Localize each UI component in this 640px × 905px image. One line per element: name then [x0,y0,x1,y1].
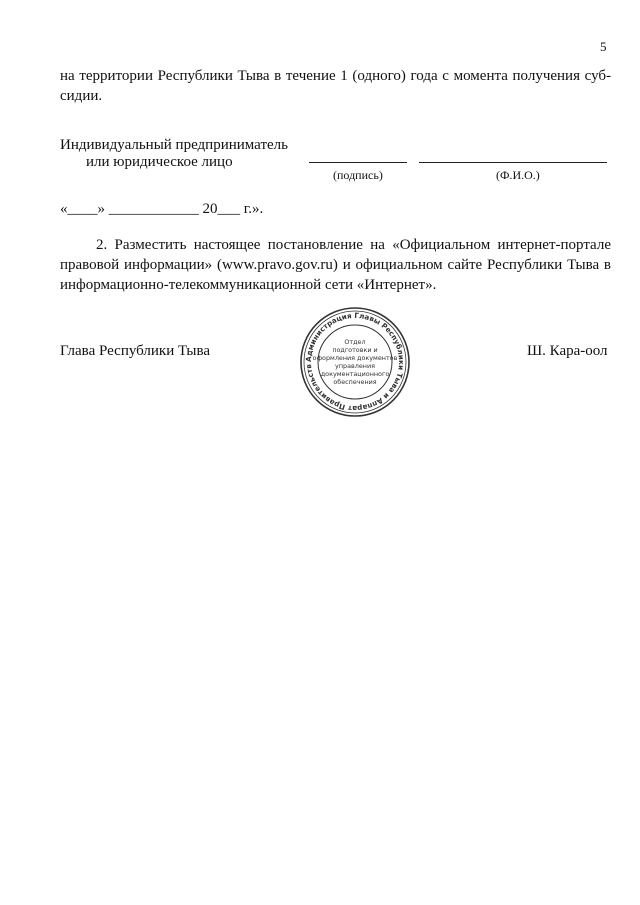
signature-caption: (подпись) [333,168,383,182]
clause2-line-2: правовой информации» (www.pravo.gov.ru) и официальном сайте Республики Тыва в [60,257,611,273]
stamp-center-line: документационного [320,370,390,378]
signatory-name: Ш. Кара-оол [527,343,608,359]
intro-line-2: сидии. [60,88,103,104]
stamp-seal-icon [299,306,411,418]
entrepreneur-label: Индивидуальный предприниматель [60,137,288,153]
legal-entity-label: или юридическое лицо [86,154,233,170]
stamp-center-line: обеспечения [333,378,377,386]
stamp-center-line: подготовки и [332,346,378,354]
name-line [419,162,607,163]
stamp-ring-text: Администрация Главы Республики Тыва и Аппарат Правительств [303,310,407,414]
clause2-line-1: 2. Разместить настоящее постановление на «Официальном интернет-портале [96,237,611,253]
stamp-center-line: управления [335,362,375,370]
page-number: 5 [600,39,607,54]
clause2-line-3: информационно-телекоммуникационной сети «Интернет». [60,277,437,293]
intro-line-1: на территории Республики Тыва в течение 1 (одного) года с момента получения суб- [60,68,611,84]
stamp-center-line: Отдел [344,338,366,346]
stamp-center-line: оформления документов [312,354,398,362]
signature-line [309,162,407,163]
signatory-title: Глава Республики Тыва [60,343,211,359]
official-stamp [299,306,411,418]
date-line: «____» ____________ 20___ г.». [60,201,264,217]
name-caption: (Ф.И.О.) [496,168,540,182]
